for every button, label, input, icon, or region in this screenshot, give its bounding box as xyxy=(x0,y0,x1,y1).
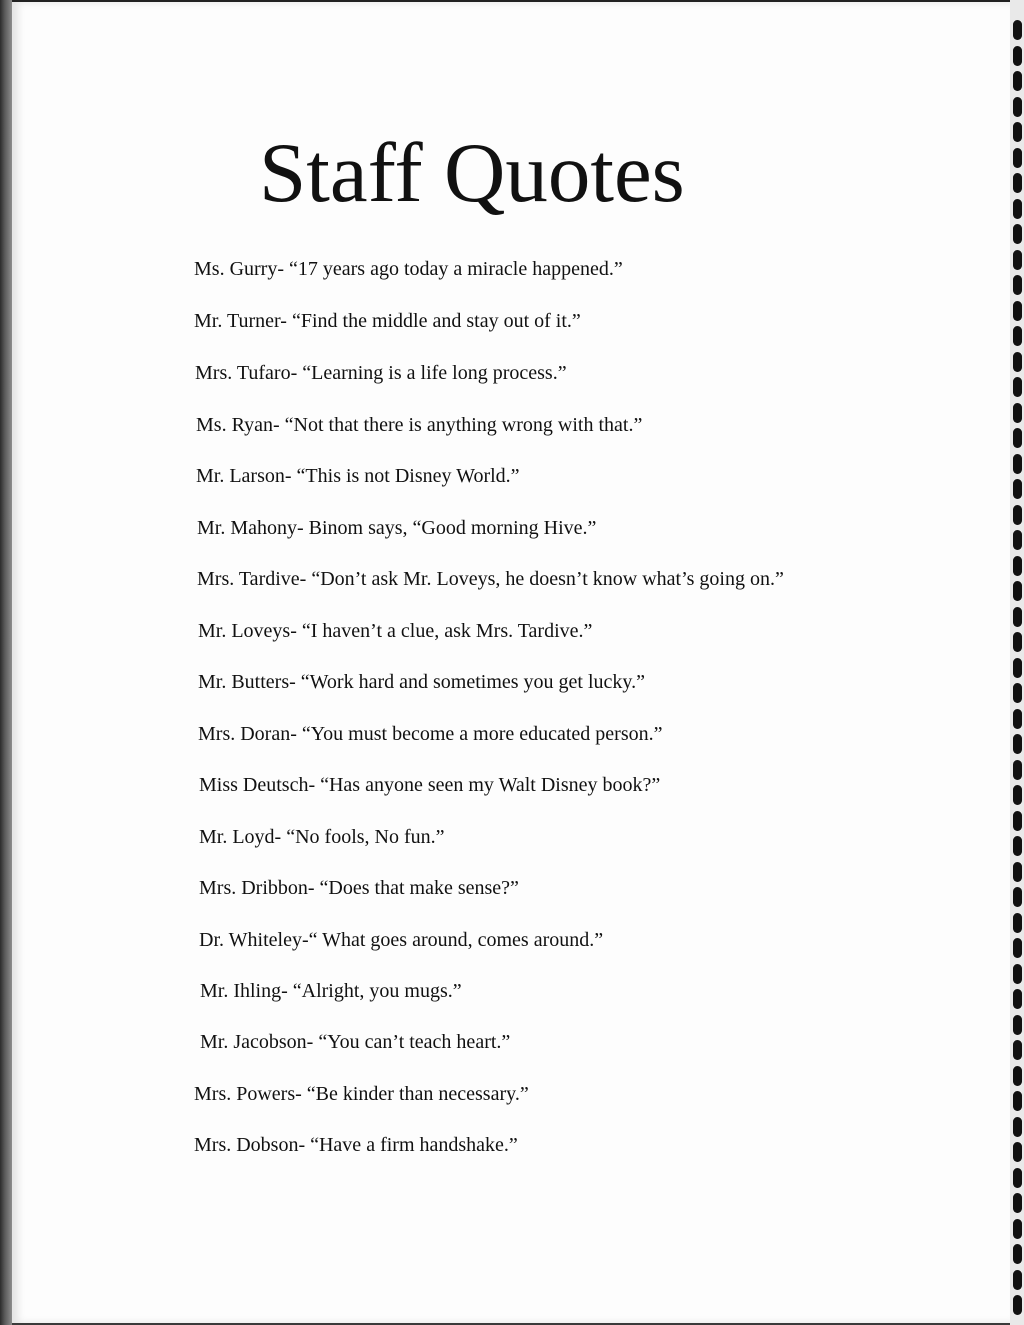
binding-ring xyxy=(1013,20,1022,40)
quote-line: Miss Deutsch- “Has anyone seen my Walt Disney book?” xyxy=(199,774,661,796)
binding-ring xyxy=(1013,964,1022,984)
binding-ring xyxy=(1013,1168,1022,1188)
binding-ring xyxy=(1013,581,1022,601)
quote-line: Mr. Jacobson- “You can’t teach heart.” xyxy=(200,1031,511,1053)
binding-ring xyxy=(1013,556,1022,576)
binding-ring xyxy=(1013,1219,1022,1239)
binding-ring xyxy=(1013,785,1022,805)
spiral-binding xyxy=(1010,0,1024,1325)
binding-ring xyxy=(1013,97,1022,117)
binding-ring xyxy=(1013,250,1022,270)
binding-ring xyxy=(1013,836,1022,856)
quote-line: Mr. Butters- “Work hard and sometimes you get lucky.” xyxy=(198,671,645,693)
binding-ring xyxy=(1013,1244,1022,1264)
quote-line: Ms. Ryan- “Not that there is anything wrong with that.” xyxy=(196,414,643,436)
binding-ring xyxy=(1013,530,1022,550)
binding-ring xyxy=(1013,1270,1022,1290)
binding-ring xyxy=(1013,658,1022,678)
quote-line: Dr. Whiteley-“ What goes around, comes around.” xyxy=(199,929,604,951)
binding-ring xyxy=(1013,1193,1022,1213)
binding-ring xyxy=(1013,1040,1022,1060)
quote-line: Mrs. Tardive- “Don’t ask Mr. Loveys, he doesn’t know what’s going on.” xyxy=(197,568,784,590)
binding-ring xyxy=(1013,403,1022,423)
binding-ring xyxy=(1013,454,1022,474)
page-title: Staff Quotes xyxy=(259,126,685,220)
binding-ring xyxy=(1013,224,1022,244)
binding-ring xyxy=(1013,1066,1022,1086)
quote-line: Mrs. Powers- “Be kinder than necessary.” xyxy=(194,1083,529,1105)
binding-ring xyxy=(1013,148,1022,168)
binding-ring xyxy=(1013,46,1022,66)
binding-ring xyxy=(1013,1015,1022,1035)
binding-ring xyxy=(1013,352,1022,372)
binding-ring xyxy=(1013,301,1022,321)
binding-ring xyxy=(1013,632,1022,652)
binding-ring xyxy=(1013,173,1022,193)
binding-ring xyxy=(1013,275,1022,295)
binding-ring xyxy=(1013,1117,1022,1137)
binding-ring xyxy=(1013,122,1022,142)
binding-ring xyxy=(1013,1091,1022,1111)
binding-ring xyxy=(1013,377,1022,397)
binding-ring xyxy=(1013,505,1022,525)
quote-line: Ms. Gurry- “17 years ago today a miracle happened.” xyxy=(194,258,623,280)
binding-ring xyxy=(1013,811,1022,831)
quote-line: Mr. Larson- “This is not Disney World.” xyxy=(196,465,520,487)
binding-ring xyxy=(1013,326,1022,346)
quote-line: Mrs. Doran- “You must become a more educated person.” xyxy=(198,723,663,745)
binding-ring xyxy=(1013,862,1022,882)
quote-line: Mr. Loyd- “No fools, No fun.” xyxy=(199,826,445,848)
quote-line: Mrs. Tufaro- “Learning is a life long process.” xyxy=(195,362,567,384)
binding-ring xyxy=(1013,760,1022,780)
binding-ring xyxy=(1013,199,1022,219)
binding-ring xyxy=(1013,1142,1022,1162)
binding-ring xyxy=(1013,428,1022,448)
quote-line: Mr. Mahony- Binom says, “Good morning Hive.” xyxy=(197,517,597,539)
binding-ring xyxy=(1013,479,1022,499)
binding-ring xyxy=(1013,989,1022,1009)
binding-ring xyxy=(1013,913,1022,933)
binding-ring xyxy=(1013,71,1022,91)
quote-line: Mrs. Dobson- “Have a firm handshake.” xyxy=(194,1134,518,1156)
quote-line: Mr. Loveys- “I haven’t a clue, ask Mrs. Tardive.” xyxy=(198,620,593,642)
binding-ring xyxy=(1013,709,1022,729)
binding-ring xyxy=(1013,683,1022,703)
binding-ring xyxy=(1013,887,1022,907)
binding-ring xyxy=(1013,607,1022,627)
quote-line: Mr. Ihling- “Alright, you mugs.” xyxy=(200,980,462,1002)
binding-ring xyxy=(1013,734,1022,754)
binding-ring xyxy=(1013,1295,1022,1315)
binding-ring xyxy=(1013,938,1022,958)
quote-line: Mrs. Dribbon- “Does that make sense?” xyxy=(199,877,519,899)
quote-line: Mr. Turner- “Find the middle and stay out of it.” xyxy=(194,310,581,332)
